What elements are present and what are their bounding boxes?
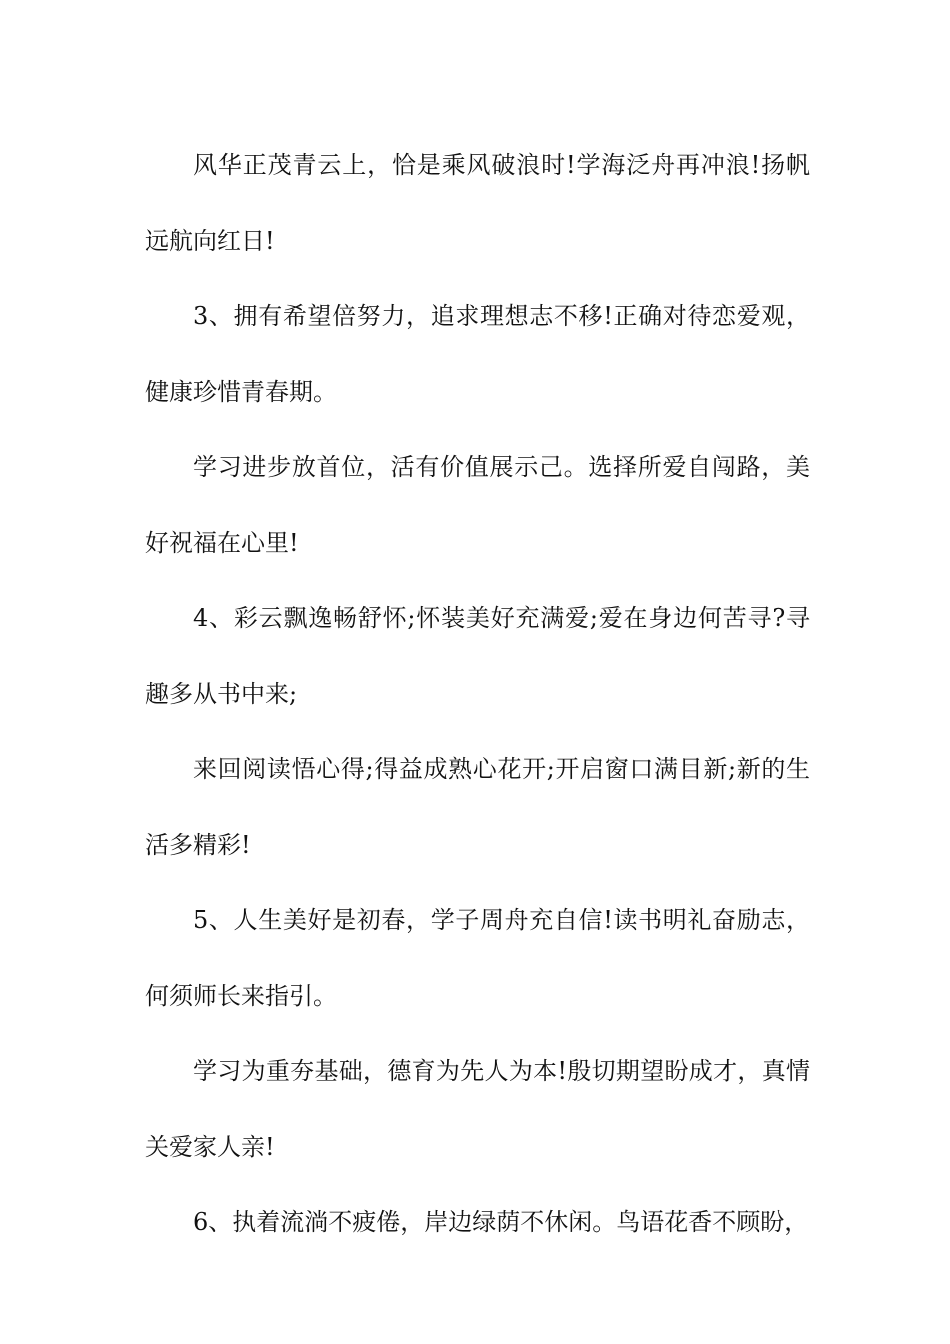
paragraph-3: 学习进步放首位，活有价值展示己。选择所爱自闯路，美好祝福在心里! <box>145 453 810 557</box>
paragraph-8: 6、执着流淌不疲倦，岸边绿荫不休闲。鸟语花香不顾盼， <box>193 1208 809 1236</box>
paragraph-2: 3、拥有希望倍努力，追求理想志不移!正确对待恋爱观，健康珍惜青春期。 <box>145 302 810 406</box>
document-body <box>145 128 810 1261</box>
paragraph-7: 学习为重夯基础，德育为先人为本!殷切期望盼成才，真情关爱家人亲! <box>145 1057 810 1161</box>
paragraph-1: 风华正茂青云上，恰是乘风破浪时!学海泛舟再冲浪!扬帆远航向红日! <box>145 151 810 255</box>
paragraph-4: 4、彩云飘逸畅舒怀;怀装美好充满爱;爱在身边何苦寻?寻趣多从书中来; <box>145 604 810 708</box>
paragraph-5: 来回阅读悟心得;得益成熟心花开;开启窗口满目新;新的生活多精彩! <box>145 755 810 859</box>
paragraph-6: 5、人生美好是初春，学子周舟充自信!读书明礼奋励志，何须师长来指引。 <box>145 906 810 1010</box>
